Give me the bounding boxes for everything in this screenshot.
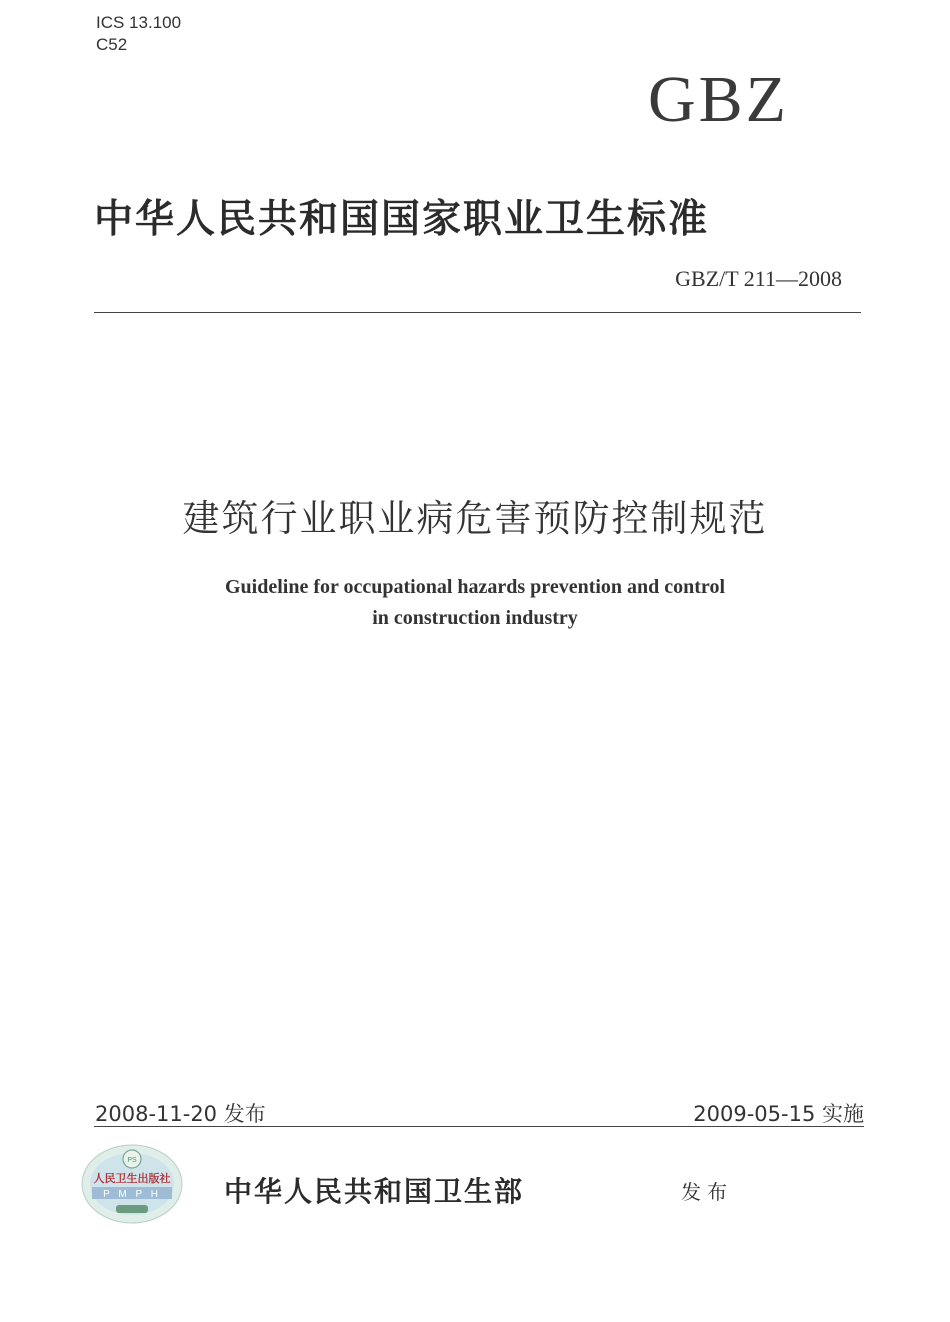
document-title-cn: 建筑行业职业病危害预防控制规范 bbox=[182, 497, 768, 540]
ccs-code: C52 bbox=[96, 35, 128, 54]
bottom-divider bbox=[94, 1126, 864, 1127]
document-title-en bbox=[0, 572, 950, 634]
gbz-logo: GBZ bbox=[648, 63, 789, 136]
title-en-line-2: in construction industry bbox=[372, 607, 578, 629]
svg-text:P M P H: P M P H bbox=[103, 1189, 161, 1200]
publish-label: 发布 bbox=[681, 1180, 733, 1204]
issue-date: 2008-11-20 发布 bbox=[95, 1102, 266, 1126]
top-divider bbox=[94, 312, 861, 313]
svg-text:人民卫生出版社: 人民卫生出版社 bbox=[93, 1172, 171, 1185]
implementation-date: 2009-05-15 实施 bbox=[693, 1102, 864, 1126]
issuing-authority: 中华人民共和国卫生部 bbox=[224, 1175, 525, 1208]
standard-number: GBZ/T 211—2008 bbox=[675, 266, 842, 291]
national-standard-title: 中华人民共和国国家职业卫生标准 bbox=[94, 196, 710, 242]
ics-code: ICS 13.100 bbox=[96, 13, 182, 32]
publisher-logo-icon bbox=[80, 1143, 184, 1225]
svg-text:PS: PS bbox=[127, 1157, 137, 1164]
classification-codes bbox=[96, 12, 181, 56]
title-en-line-1: Guideline for occupational hazards prevention and control bbox=[224, 576, 726, 598]
